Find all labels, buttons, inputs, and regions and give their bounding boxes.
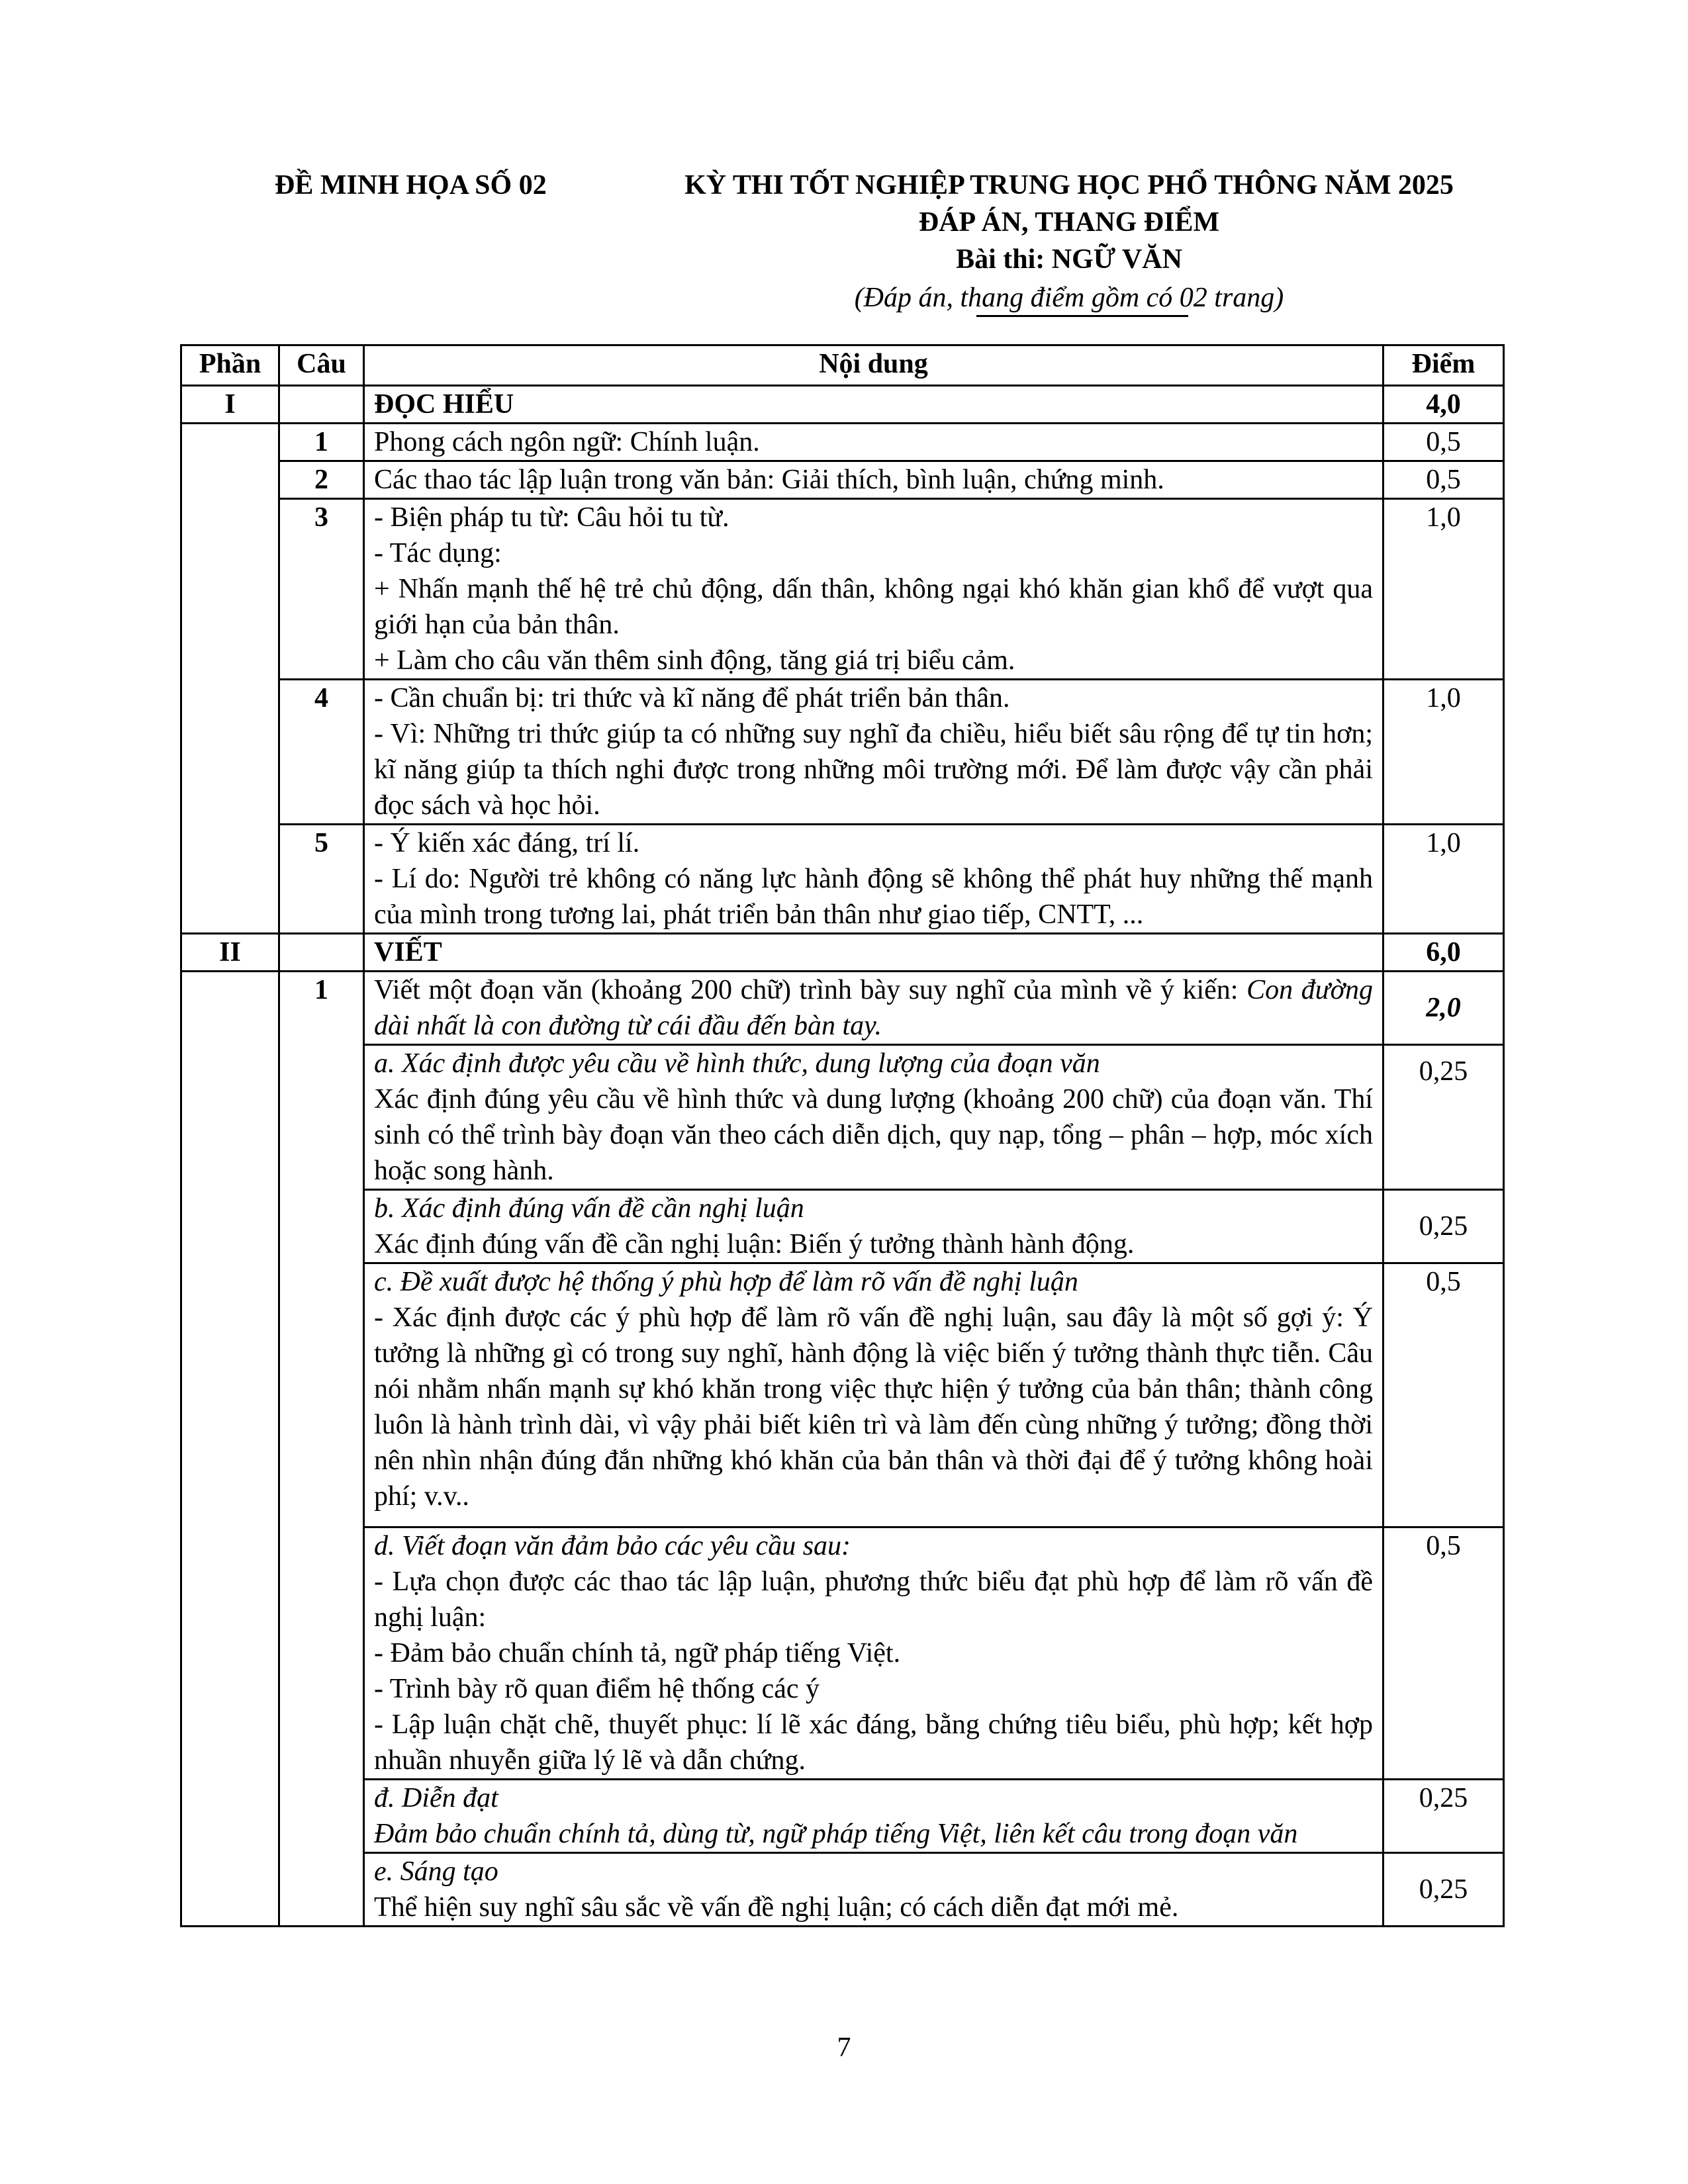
criterion-line: - Lựa chọn được các thao tác lập luận, phương thức biểu đạt phù hợp để làm rõ vấn đề nghị luận: xyxy=(374,1567,1373,1633)
table-row xyxy=(181,1190,1504,1263)
criterion-line: - Đảm bảo chuẩn chính tả, ngữ pháp tiếng Việt. xyxy=(374,1638,901,1668)
criterion-points: 0,25 xyxy=(1383,1045,1504,1190)
criterion-dd xyxy=(364,1780,1383,1853)
table-row xyxy=(181,424,1504,461)
criterion-points: 0,5 xyxy=(1383,1263,1504,1527)
criterion-title: đ. Diễn đạt xyxy=(374,1783,498,1813)
part-points: 6,0 xyxy=(1383,934,1504,972)
answer-points: 0,5 xyxy=(1383,461,1504,499)
answer-line: - Biện pháp tu từ: Câu hỏi tu từ. xyxy=(374,502,729,533)
header-noi-dung: Nội dung xyxy=(364,345,1383,386)
question-number: 1 xyxy=(279,972,364,1927)
writing-prompt xyxy=(364,972,1383,1045)
criterion-c xyxy=(364,1263,1383,1527)
table-row xyxy=(181,1045,1504,1190)
header-cau: Câu xyxy=(279,345,364,386)
answer-text: Các thao tác lập luận trong văn bản: Giải thích, bình luận, chứng minh. xyxy=(364,461,1383,499)
question-number: 2 xyxy=(279,461,364,499)
answer-points: 1,0 xyxy=(1383,680,1504,825)
question-number: 5 xyxy=(279,825,364,934)
criterion-d xyxy=(364,1527,1383,1780)
table-row xyxy=(181,1780,1504,1853)
empty-cell xyxy=(279,386,364,424)
answer-line: - Tác dụng: xyxy=(374,538,502,569)
empty-cell xyxy=(181,424,279,934)
criterion-title: c. Đề xuất được hệ thống ý phù hợp để làm rõ vấn đề nghị luận xyxy=(374,1267,1078,1297)
criterion-title: a. Xác định được yêu cầu về hình thức, dung lượng của đoạn văn xyxy=(374,1048,1100,1079)
criterion-points: 0,25 xyxy=(1383,1780,1504,1853)
part-number: II xyxy=(181,934,279,972)
table-row xyxy=(181,499,1504,680)
answer-line: - Ý kiến xác đáng, trí lí. xyxy=(374,828,640,858)
criterion-points: 0,25 xyxy=(1383,1853,1504,1927)
criterion-text: Xác định đúng yêu cầu về hình thức và dung lượng (khoảng 200 chữ) của đoạn văn. Thí sinh có thể trình bày đoạn văn theo cách diễn dịch, quy nạp, tổng – phân – hợp, móc xích hoặc song hành. xyxy=(374,1084,1373,1186)
header-diem: Điểm xyxy=(1383,345,1504,386)
criterion-b xyxy=(364,1190,1383,1263)
prompt-plain: Viết một đoạn văn (khoảng 200 chữ) trình bày suy nghĩ của mình về ý kiến: xyxy=(374,975,1247,1005)
table-row xyxy=(181,934,1504,972)
criterion-title: b. Xác định đúng vấn đề cần nghị luận xyxy=(374,1193,804,1224)
criterion-title: d. Viết đoạn văn đảm bảo các yêu cầu sau: xyxy=(374,1531,851,1561)
answer-line: - Lí do: Người trẻ không có năng lực hành động sẽ không thể phát huy những thế mạnh của mình trong tương lai, phát triển bản thân như giao tiếp, CNTT, ... xyxy=(374,864,1373,930)
answer-points: 1,0 xyxy=(1383,499,1504,680)
criterion-text: Xác định đúng vấn đề cần nghị luận: Biến ý tưởng thành hành động. xyxy=(374,1229,1135,1259)
answer-line: + Làm cho câu văn thêm sinh động, tăng giá trị biểu cảm. xyxy=(374,645,1015,676)
table-row xyxy=(181,972,1504,1045)
page-number: 7 xyxy=(837,2032,851,2063)
criterion-title: e. Sáng tạo xyxy=(374,1856,498,1887)
exam-code: ĐỀ MINH HỌA SỐ 02 xyxy=(275,170,547,201)
table-row xyxy=(181,680,1504,825)
question-number: 4 xyxy=(279,680,364,825)
prompt-quote: Con đường dài nhất là con đường từ cái đầu đến bàn tay. xyxy=(374,975,1373,1041)
criterion-line: - Trình bày rõ quan điểm hệ thống các ý xyxy=(374,1674,820,1704)
empty-cell xyxy=(279,934,364,972)
criterion-text: Đảm bảo chuẩn chính tả, dùng từ, ngữ pháp tiếng Việt, liên kết câu trong đoạn văn xyxy=(374,1819,1298,1849)
table-row xyxy=(181,1263,1504,1527)
part-title: VIẾT xyxy=(364,934,1383,972)
empty-cell xyxy=(181,972,279,1927)
criterion-e xyxy=(364,1853,1383,1927)
criterion-a xyxy=(364,1045,1383,1190)
subject: Bài thi: NGỮ VĂN xyxy=(956,244,1182,275)
doc-type: ĐÁP ÁN, THANG ĐIỂM xyxy=(918,207,1220,238)
header-block xyxy=(576,167,1562,318)
criterion-points: 0,25 xyxy=(1383,1190,1504,1263)
answer-line: - Vì: Những tri thức giúp ta có những suy nghĩ đa chiều, hiểu biết sâu rộng để tự tin hơn; kĩ năng giúp ta thích nghi được trong những môi trường mới. Để làm được vậy cần phải đọc sách và học hỏi. xyxy=(374,719,1373,821)
header-phan: Phần xyxy=(181,345,279,386)
page-count-note: (Đáp án, thang điểm gồm có 02 trang) xyxy=(854,283,1284,313)
table-header-row xyxy=(181,345,1504,386)
table-row xyxy=(181,1527,1504,1780)
answer-line: - Cần chuẩn bị: tri thức và kĩ năng để phát triển bản thân. xyxy=(374,683,1010,713)
answer-table xyxy=(180,344,1505,1927)
answer-text xyxy=(364,825,1383,934)
criterion-text: - Xác định được các ý phù hợp để làm rõ vấn đề nghị luận, sau đây là một số gợi ý: Ý tưởng là những gì có trong suy nghĩ, hành động là việc biến ý tưởng thành thực tiễn. Câu nói nhằm nhấn mạnh sự khó khăn trong việc thực hiện ý tưởng của bản thân; thành công luôn là hành trình dài, vì vậy phải biết kiên trì và làm đến cùng những ý tưởng; đồng thời nên nhìn nhận đúng đắn những khó khăn của bản thân và thời đại để ý tưởng không hoài phí; v.v.. xyxy=(374,1302,1373,1512)
table-row xyxy=(181,386,1504,424)
criterion-points: 0,5 xyxy=(1383,1527,1504,1780)
answer-text: Phong cách ngôn ngữ: Chính luận. xyxy=(364,424,1383,461)
part-title: ĐỌC HIỂU xyxy=(364,386,1383,424)
table-row xyxy=(181,1853,1504,1927)
answer-line: + Nhấn mạnh thế hệ trẻ chủ động, dấn thân, không ngại khó khăn gian khổ để vượt qua giới hạn của bản thân. xyxy=(374,574,1373,640)
table-row xyxy=(181,461,1504,499)
part-number: I xyxy=(181,386,279,424)
answer-points: 0,5 xyxy=(1383,424,1504,461)
table-row xyxy=(181,825,1504,934)
criterion-line: - Lập luận chặt chẽ, thuyết phục: lí lẽ xác đáng, bằng chứng tiêu biểu, phù hợp; kết hợp nhuần nhuyễn giữa lý lẽ và dẫn chứng. xyxy=(374,1709,1373,1776)
answer-points: 1,0 xyxy=(1383,825,1504,934)
exam-title: KỲ THI TỐT NGHIỆP TRUNG HỌC PHỔ THÔNG NĂM 2025 xyxy=(684,170,1454,201)
question-points: 2,0 xyxy=(1383,972,1504,1045)
note-underline xyxy=(976,315,1188,317)
question-number: 1 xyxy=(279,424,364,461)
answer-text xyxy=(364,499,1383,680)
criterion-text: Thể hiện suy nghĩ sâu sắc về vấn đề nghị luận; có cách diễn đạt mới mẻ. xyxy=(374,1892,1179,1923)
part-points: 4,0 xyxy=(1383,386,1504,424)
answer-text xyxy=(364,680,1383,825)
question-number: 3 xyxy=(279,499,364,680)
